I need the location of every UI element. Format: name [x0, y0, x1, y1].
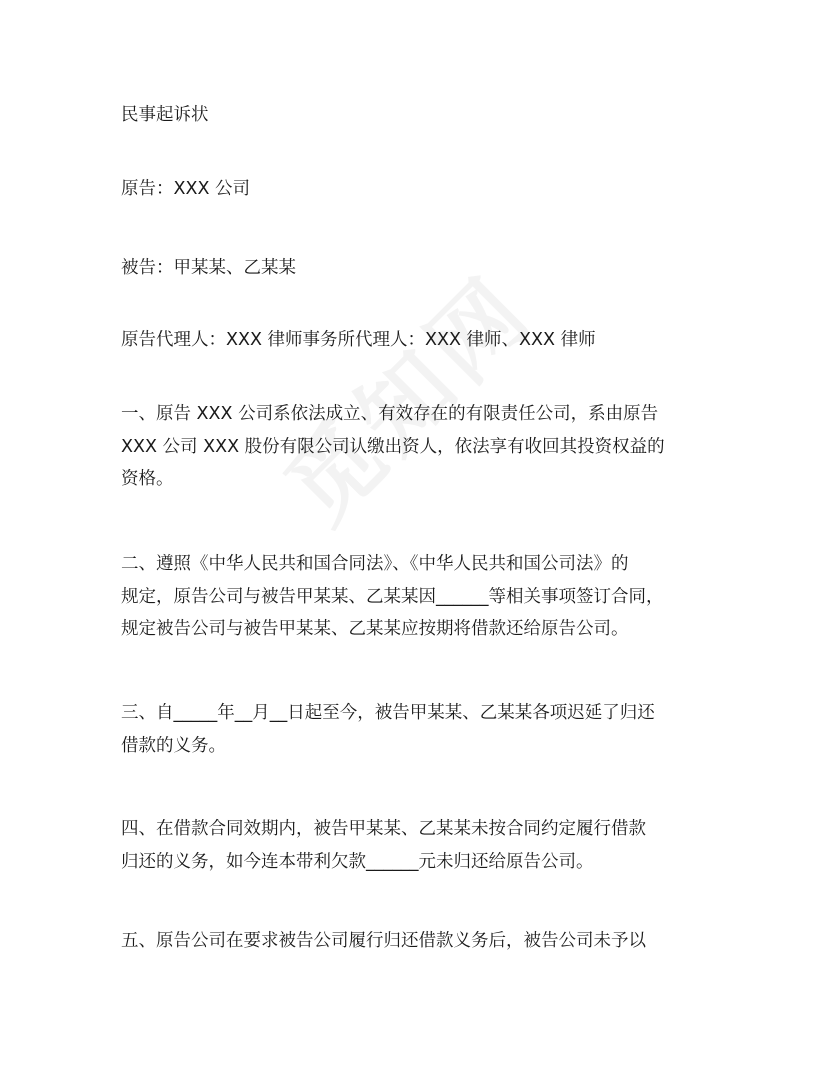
- paragraph-line: 一、原告 XXX 公司系依法成立、有效存在的有限责任公司，系由原告: [121, 404, 659, 424]
- paragraph-line: 三、自_____年__月__日起至今，被告甲某某、乙某某各项迟延了归还: [121, 703, 655, 723]
- paragraph-line: 四、在借款合同效期内，被告甲某某、乙某某未按合同约定履行借款: [121, 819, 646, 839]
- agent-line: 原告代理人：XXX 律师事务所代理人：XXX 律师、XXX 律师: [121, 330, 596, 350]
- plaintiff-line: 原告：XXX 公司: [121, 179, 251, 199]
- paragraph-line: 借款的义务。: [121, 735, 226, 756]
- paragraph-line: 规定，原告公司与被告甲某某、乙某某因______等相关事项签订合同，: [121, 586, 664, 607]
- paragraph-line: 归还的义务，如今连本带利欠款______元未归还给原告公司。: [121, 851, 594, 872]
- paragraph-1: [121, 398, 721, 496]
- paragraph-line: XXX 公司 XXX 股份有限公司认缴出资人，依法享有收回其投资权益的: [121, 436, 665, 457]
- paragraph-line: 规定被告公司与被告甲某某、乙某某应按期将借款还给原告公司。: [121, 619, 629, 639]
- paragraph-line: 资格。: [121, 469, 174, 489]
- paragraph-5: [121, 925, 721, 958]
- defendant-line: 被告：甲某某、乙某某: [121, 258, 296, 278]
- paragraph-3: [121, 697, 721, 762]
- paragraph-2: [121, 548, 721, 646]
- paragraph-line: 二、遵照《中华人民共和国合同法》、《中华人民共和国公司法》的: [121, 554, 629, 574]
- document-title: 民事起诉状: [121, 105, 209, 125]
- paragraph-line: 五、原告公司在要求被告公司履行归还借款义务后，被告公司未予以: [121, 931, 646, 951]
- paragraph-4: [121, 813, 721, 878]
